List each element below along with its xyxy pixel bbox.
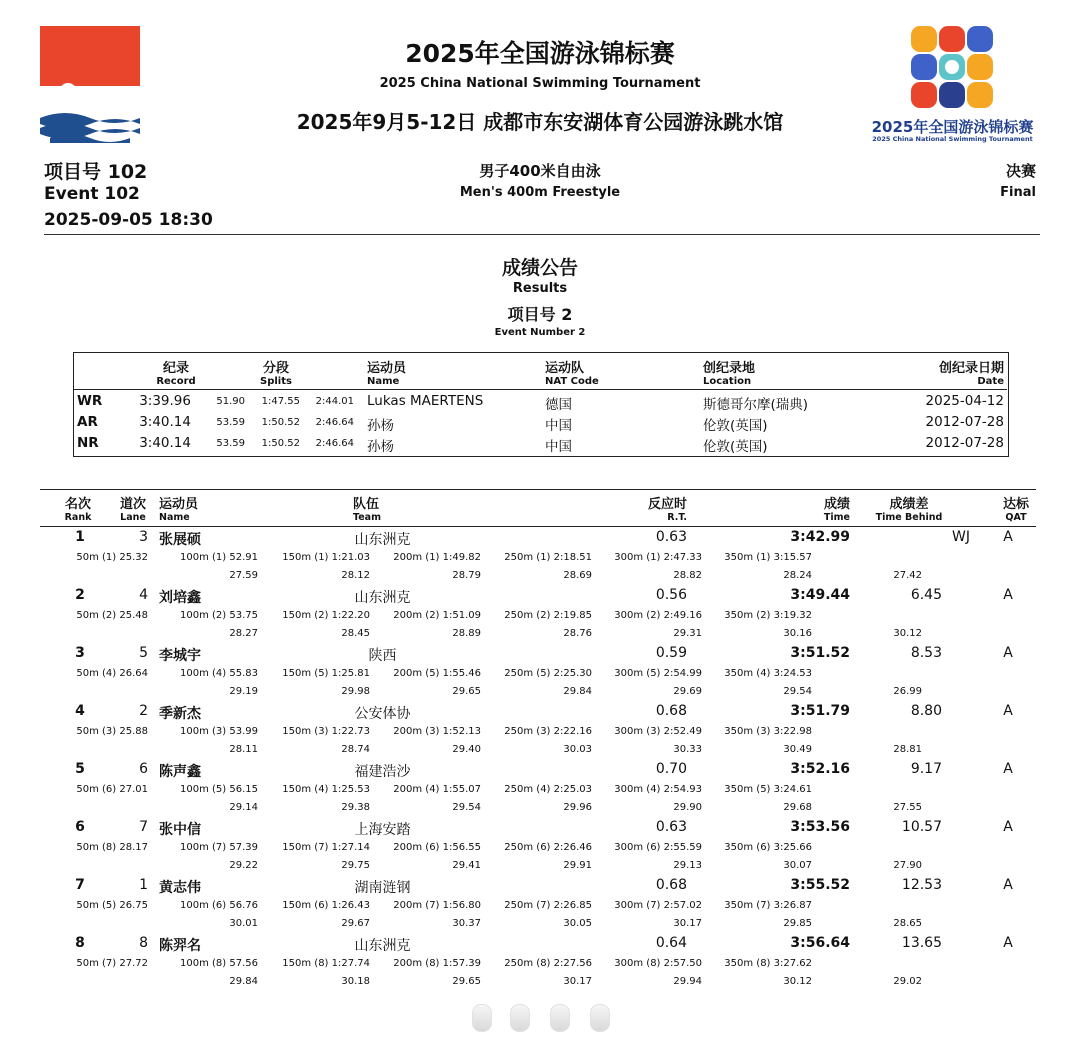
lap-time: 29.65 — [452, 976, 481, 987]
time-behind: 9.17 — [910, 761, 942, 777]
lane: 8 — [139, 935, 148, 951]
record-split: 1:50.52 — [261, 417, 300, 428]
event-number-2-cn: 项目号 2 — [507, 305, 573, 324]
time-behind: 6.45 — [910, 587, 942, 603]
team-name: 公安体协 — [354, 706, 411, 722]
split-time: 150m (1) 1:21.03 — [282, 552, 370, 563]
records-header-divider — [74, 389, 1007, 390]
split-time: 200m (4) 1:55.07 — [393, 784, 481, 795]
final-time: 3:56.64 — [790, 935, 850, 951]
split-time: 350m (5) 3:24.61 — [724, 784, 812, 795]
split-time: 250m (5) 2:25.30 — [504, 668, 592, 679]
lap-time: 28.76 — [563, 628, 592, 639]
behind-header: 成绩差 Time Behind — [875, 497, 943, 523]
split-time: 100m (5) 56.15 — [180, 784, 258, 795]
team-name: 上海安踏 — [354, 822, 411, 838]
lap-time: 29.40 — [452, 744, 481, 755]
record-time: 3:40.14 — [139, 435, 191, 451]
lap-time: 28.82 — [673, 570, 702, 581]
team-header: 队伍 Team — [353, 497, 381, 523]
header-divider — [44, 234, 1040, 235]
team-name: 山东洲克 — [354, 938, 411, 954]
venue-date: 2025年9月5-12日 成都市东安湖体育公园游泳跳水馆 — [296, 110, 784, 134]
lap-time: 30.01 — [229, 918, 258, 929]
lap-time: 28.65 — [893, 918, 922, 929]
qat-status: A — [1003, 703, 1013, 719]
lane: 6 — [139, 761, 148, 777]
lap-time: 29.54 — [783, 686, 812, 697]
record-holder-name: Lukas MAERTENS — [367, 393, 484, 409]
lap-time: 29.68 — [783, 802, 812, 813]
split-time: 50m (3) 25.88 — [76, 726, 148, 737]
logo-text: 2025年全国游泳锦标赛 — [871, 118, 1034, 136]
lap-time: 27.42 — [893, 570, 922, 581]
split-time: 100m (4) 55.83 — [180, 668, 258, 679]
lap-time: 30.37 — [452, 918, 481, 929]
round-en: Final — [1000, 185, 1036, 200]
split-time: 200m (6) 1:56.55 — [393, 842, 481, 853]
rank-header: 名次 Rank — [64, 497, 92, 523]
record-split: 53.59 — [216, 438, 245, 449]
record-split: 51.90 — [216, 396, 245, 407]
qat-status: A — [1003, 935, 1013, 951]
swimmer-logo-icon — [40, 26, 140, 143]
tournament-logo-icon — [905, 24, 997, 114]
lap-time: 29.75 — [341, 860, 370, 871]
split-time: 100m (7) 57.39 — [180, 842, 258, 853]
page-subtitle: 2025 China National Swimming Tournament — [379, 76, 701, 91]
split-time: 150m (3) 1:22.73 — [282, 726, 370, 737]
event-number-en: Event 102 — [44, 184, 140, 204]
lane: 7 — [139, 819, 148, 835]
rank: 1 — [75, 529, 85, 545]
lane: 4 — [139, 587, 148, 603]
lap-time: 29.96 — [563, 802, 592, 813]
reaction-time: 0.64 — [655, 935, 687, 951]
nat-header: 运动队 NAT Code — [545, 361, 599, 387]
record-split: 53.59 — [216, 417, 245, 428]
record-note: WJ — [952, 529, 970, 545]
team-name: 福建浩沙 — [354, 764, 411, 780]
split-time: 300m (1) 2:47.33 — [614, 552, 702, 563]
split-time: 50m (1) 25.32 — [76, 552, 148, 563]
decorative-mark — [590, 1004, 610, 1032]
final-time: 3:53.56 — [790, 819, 850, 835]
lap-time: 30.18 — [341, 976, 370, 987]
qat-status: A — [1003, 761, 1013, 777]
splits-header: 分段 Splits — [260, 361, 292, 387]
final-time: 3:42.99 — [790, 529, 850, 545]
logo-subtext: 2025 China National Swimming Tournament — [872, 135, 1033, 143]
lap-time: 28.45 — [341, 628, 370, 639]
athlete-name: 陈声鑫 — [159, 764, 201, 780]
split-time: 200m (8) 1:57.39 — [393, 958, 481, 969]
lap-time: 29.22 — [229, 860, 258, 871]
lane: 3 — [139, 529, 148, 545]
record-location: 斯德哥尔摩(瑞典) — [703, 397, 809, 413]
split-time: 350m (2) 3:19.32 — [724, 610, 812, 621]
rt-header: 反应时 R.T. — [647, 497, 687, 523]
split-time: 350m (8) 3:27.62 — [724, 958, 812, 969]
athlete-name: 陈羿名 — [159, 938, 201, 954]
record-header: 纪录 Record — [156, 361, 196, 387]
lane: 2 — [139, 703, 148, 719]
record-split: 2:46.64 — [315, 417, 354, 428]
lap-time: 28.81 — [893, 744, 922, 755]
rank: 7 — [75, 877, 85, 893]
split-time: 100m (2) 53.75 — [180, 610, 258, 621]
rank: 6 — [75, 819, 85, 835]
split-time: 300m (8) 2:57.50 — [614, 958, 702, 969]
lap-time: 29.13 — [673, 860, 702, 871]
split-time: 350m (1) 3:15.57 — [724, 552, 812, 563]
time-behind: 13.65 — [901, 935, 942, 951]
lap-time: 30.16 — [783, 628, 812, 639]
final-time: 3:51.52 — [790, 645, 850, 661]
qat-status: A — [1003, 819, 1013, 835]
record-code: AR — [77, 414, 98, 430]
split-time: 200m (2) 1:51.09 — [393, 610, 481, 621]
lap-time: 30.17 — [563, 976, 592, 987]
reaction-time: 0.70 — [655, 761, 687, 777]
lap-time: 30.33 — [673, 744, 702, 755]
record-nat: 中国 — [545, 418, 572, 434]
final-time: 3:55.52 — [790, 877, 850, 893]
time-behind: 8.53 — [910, 645, 942, 661]
split-time: 50m (7) 27.72 — [76, 958, 148, 969]
event-number-cn: 项目号 102 — [44, 161, 148, 183]
record-date: 2012-07-28 — [925, 414, 1004, 430]
page-title: 2025年全国游泳锦标赛 — [405, 39, 675, 68]
record-split: 2:46.64 — [315, 438, 354, 449]
time-behind: 10.57 — [901, 819, 942, 835]
split-time: 150m (7) 1:27.14 — [282, 842, 370, 853]
event-number-2-en: Event Number 2 — [494, 327, 586, 338]
lap-time: 29.31 — [673, 628, 702, 639]
lap-time: 29.65 — [452, 686, 481, 697]
split-time: 300m (3) 2:52.49 — [614, 726, 702, 737]
split-time: 300m (4) 2:54.93 — [614, 784, 702, 795]
qat-status: A — [1003, 529, 1013, 545]
record-time: 3:39.96 — [139, 393, 191, 409]
split-time: 350m (7) 3:26.87 — [724, 900, 812, 911]
lap-time: 30.49 — [783, 744, 812, 755]
split-time: 250m (1) 2:18.51 — [504, 552, 592, 563]
record-date: 2012-07-28 — [925, 435, 1004, 451]
qat-status: A — [1003, 645, 1013, 661]
lap-time: 29.84 — [229, 976, 258, 987]
split-time: 50m (5) 26.75 — [76, 900, 148, 911]
athlete-name: 季新杰 — [159, 706, 201, 722]
results-title-en: Results — [512, 281, 568, 296]
lap-time: 29.19 — [229, 686, 258, 697]
race-name-cn: 男子400米自由泳 — [479, 162, 601, 180]
final-time: 3:52.16 — [790, 761, 850, 777]
reaction-time: 0.68 — [655, 877, 687, 893]
record-holder-name: 孙杨 — [367, 439, 394, 455]
lap-time: 28.69 — [563, 570, 592, 581]
split-time: 150m (5) 1:25.81 — [282, 668, 370, 679]
lap-time: 30.17 — [673, 918, 702, 929]
record-code: WR — [77, 393, 103, 409]
lap-time: 27.59 — [229, 570, 258, 581]
lap-time: 30.03 — [563, 744, 592, 755]
lap-time: 29.67 — [341, 918, 370, 929]
time-behind: 12.53 — [901, 877, 942, 893]
athlete-name: 黄志伟 — [159, 880, 201, 896]
final-time: 3:51.79 — [790, 703, 850, 719]
record-nat: 德国 — [545, 397, 572, 413]
record-time: 3:40.14 — [139, 414, 191, 430]
lane: 5 — [139, 645, 148, 661]
record-date: 2025-04-12 — [925, 393, 1004, 409]
location-header: 创纪录地 Location — [703, 361, 756, 387]
split-time: 250m (8) 2:27.56 — [504, 958, 592, 969]
split-time: 300m (2) 2:49.16 — [614, 610, 702, 621]
athlete-name: 张中信 — [159, 822, 201, 838]
split-time: 300m (6) 2:55.59 — [614, 842, 702, 853]
lap-time: 28.74 — [341, 744, 370, 755]
split-time: 150m (2) 1:22.20 — [282, 610, 370, 621]
lap-time: 29.41 — [452, 860, 481, 871]
lap-time: 29.38 — [341, 802, 370, 813]
lap-time: 27.90 — [893, 860, 922, 871]
athlete-name: 李城宇 — [159, 648, 201, 664]
split-time: 100m (8) 57.56 — [180, 958, 258, 969]
date-header: 创纪录日期 Date — [938, 361, 1004, 387]
lap-time: 29.02 — [893, 976, 922, 987]
team-name: 山东洲克 — [354, 532, 411, 548]
split-time: 200m (7) 1:56.80 — [393, 900, 481, 911]
time-behind: 8.80 — [910, 703, 942, 719]
split-time: 200m (1) 1:49.82 — [393, 552, 481, 563]
split-time: 50m (8) 28.17 — [76, 842, 148, 853]
lap-time: 30.07 — [783, 860, 812, 871]
record-split: 1:50.52 — [261, 438, 300, 449]
rank: 5 — [75, 761, 85, 777]
qat-status: A — [1003, 877, 1013, 893]
split-time: 150m (6) 1:26.43 — [282, 900, 370, 911]
lap-time: 28.24 — [783, 570, 812, 581]
lap-time: 29.69 — [673, 686, 702, 697]
decorative-mark — [510, 1004, 530, 1032]
name-header: 运动员 Name — [367, 361, 407, 387]
team-name: 陕西 — [368, 648, 397, 664]
lap-time: 28.27 — [229, 628, 258, 639]
team-name: 山东洲克 — [354, 590, 411, 606]
split-time: 50m (2) 25.48 — [76, 610, 148, 621]
split-time: 100m (1) 52.91 — [180, 552, 258, 563]
split-time: 250m (4) 2:25.03 — [504, 784, 592, 795]
reaction-time: 0.63 — [655, 819, 687, 835]
athlete-header: 运动员 Name — [159, 497, 199, 523]
split-time: 50m (6) 27.01 — [76, 784, 148, 795]
lap-time: 29.54 — [452, 802, 481, 813]
split-time: 150m (8) 1:27.74 — [282, 958, 370, 969]
rank: 2 — [75, 587, 85, 603]
results-title-cn: 成绩公告 — [501, 257, 578, 279]
rank: 8 — [75, 935, 85, 951]
qat-header: 达标 QAT — [1002, 497, 1029, 523]
decorative-mark — [472, 1004, 492, 1032]
final-time: 3:49.44 — [790, 587, 850, 603]
lap-time: 29.14 — [229, 802, 258, 813]
record-split: 2:44.01 — [315, 396, 354, 407]
record-split: 1:47.55 — [261, 396, 300, 407]
split-time: 100m (3) 53.99 — [180, 726, 258, 737]
qat-status: A — [1003, 587, 1013, 603]
time-header: 成绩 Time — [823, 497, 850, 523]
lap-time: 28.79 — [452, 570, 481, 581]
lane: 1 — [139, 877, 148, 893]
split-time: 300m (7) 2:57.02 — [614, 900, 702, 911]
reaction-time: 0.59 — [655, 645, 687, 661]
race-name-en: Men's 400m Freestyle — [459, 185, 621, 200]
lap-time: 26.99 — [893, 686, 922, 697]
lap-time: 29.91 — [563, 860, 592, 871]
team-name: 湖南涟钢 — [354, 880, 411, 896]
split-time: 350m (6) 3:25.66 — [724, 842, 812, 853]
lap-time: 30.12 — [893, 628, 922, 639]
record-holder-name: 孙杨 — [367, 418, 394, 434]
lap-time: 29.90 — [673, 802, 702, 813]
lap-time: 29.98 — [341, 686, 370, 697]
reaction-time: 0.56 — [655, 587, 687, 603]
split-time: 200m (5) 1:55.46 — [393, 668, 481, 679]
lap-time: 28.12 — [341, 570, 370, 581]
event-datetime: 2025-09-05 18:30 — [44, 210, 213, 230]
lap-time: 27.55 — [893, 802, 922, 813]
split-time: 250m (6) 2:26.46 — [504, 842, 592, 853]
split-time: 250m (3) 2:22.16 — [504, 726, 592, 737]
lap-time: 29.84 — [563, 686, 592, 697]
reaction-time: 0.68 — [655, 703, 687, 719]
record-code: NR — [77, 435, 99, 451]
record-location: 伦敦(英国) — [703, 439, 768, 455]
athlete-name: 刘培鑫 — [159, 590, 201, 606]
split-time: 50m (4) 26.64 — [76, 668, 148, 679]
lane-header: 道次 Lane — [119, 497, 146, 523]
reaction-time: 0.63 — [655, 529, 687, 545]
results-table-top-border — [40, 489, 1036, 490]
split-time: 350m (4) 3:24.53 — [724, 668, 812, 679]
split-time: 300m (5) 2:54.99 — [614, 668, 702, 679]
lap-time: 28.89 — [452, 628, 481, 639]
split-time: 250m (2) 2:19.85 — [504, 610, 592, 621]
split-time: 250m (7) 2:26.85 — [504, 900, 592, 911]
athlete-name: 张展硕 — [159, 532, 201, 548]
split-time: 200m (3) 1:52.13 — [393, 726, 481, 737]
lap-time: 29.85 — [783, 918, 812, 929]
lap-time: 29.94 — [673, 976, 702, 987]
rank: 3 — [75, 645, 85, 661]
record-location: 伦敦(英国) — [703, 418, 768, 434]
results-table-header-border — [40, 526, 1036, 527]
lap-time: 30.05 — [563, 918, 592, 929]
split-time: 150m (4) 1:25.53 — [282, 784, 370, 795]
round-cn: 决赛 — [1005, 162, 1036, 180]
lap-time: 28.11 — [229, 744, 258, 755]
record-nat: 中国 — [545, 439, 572, 455]
lap-time: 30.12 — [783, 976, 812, 987]
split-time: 350m (3) 3:22.98 — [724, 726, 812, 737]
rank: 4 — [75, 703, 85, 719]
split-time: 100m (6) 56.76 — [180, 900, 258, 911]
decorative-mark — [550, 1004, 570, 1032]
